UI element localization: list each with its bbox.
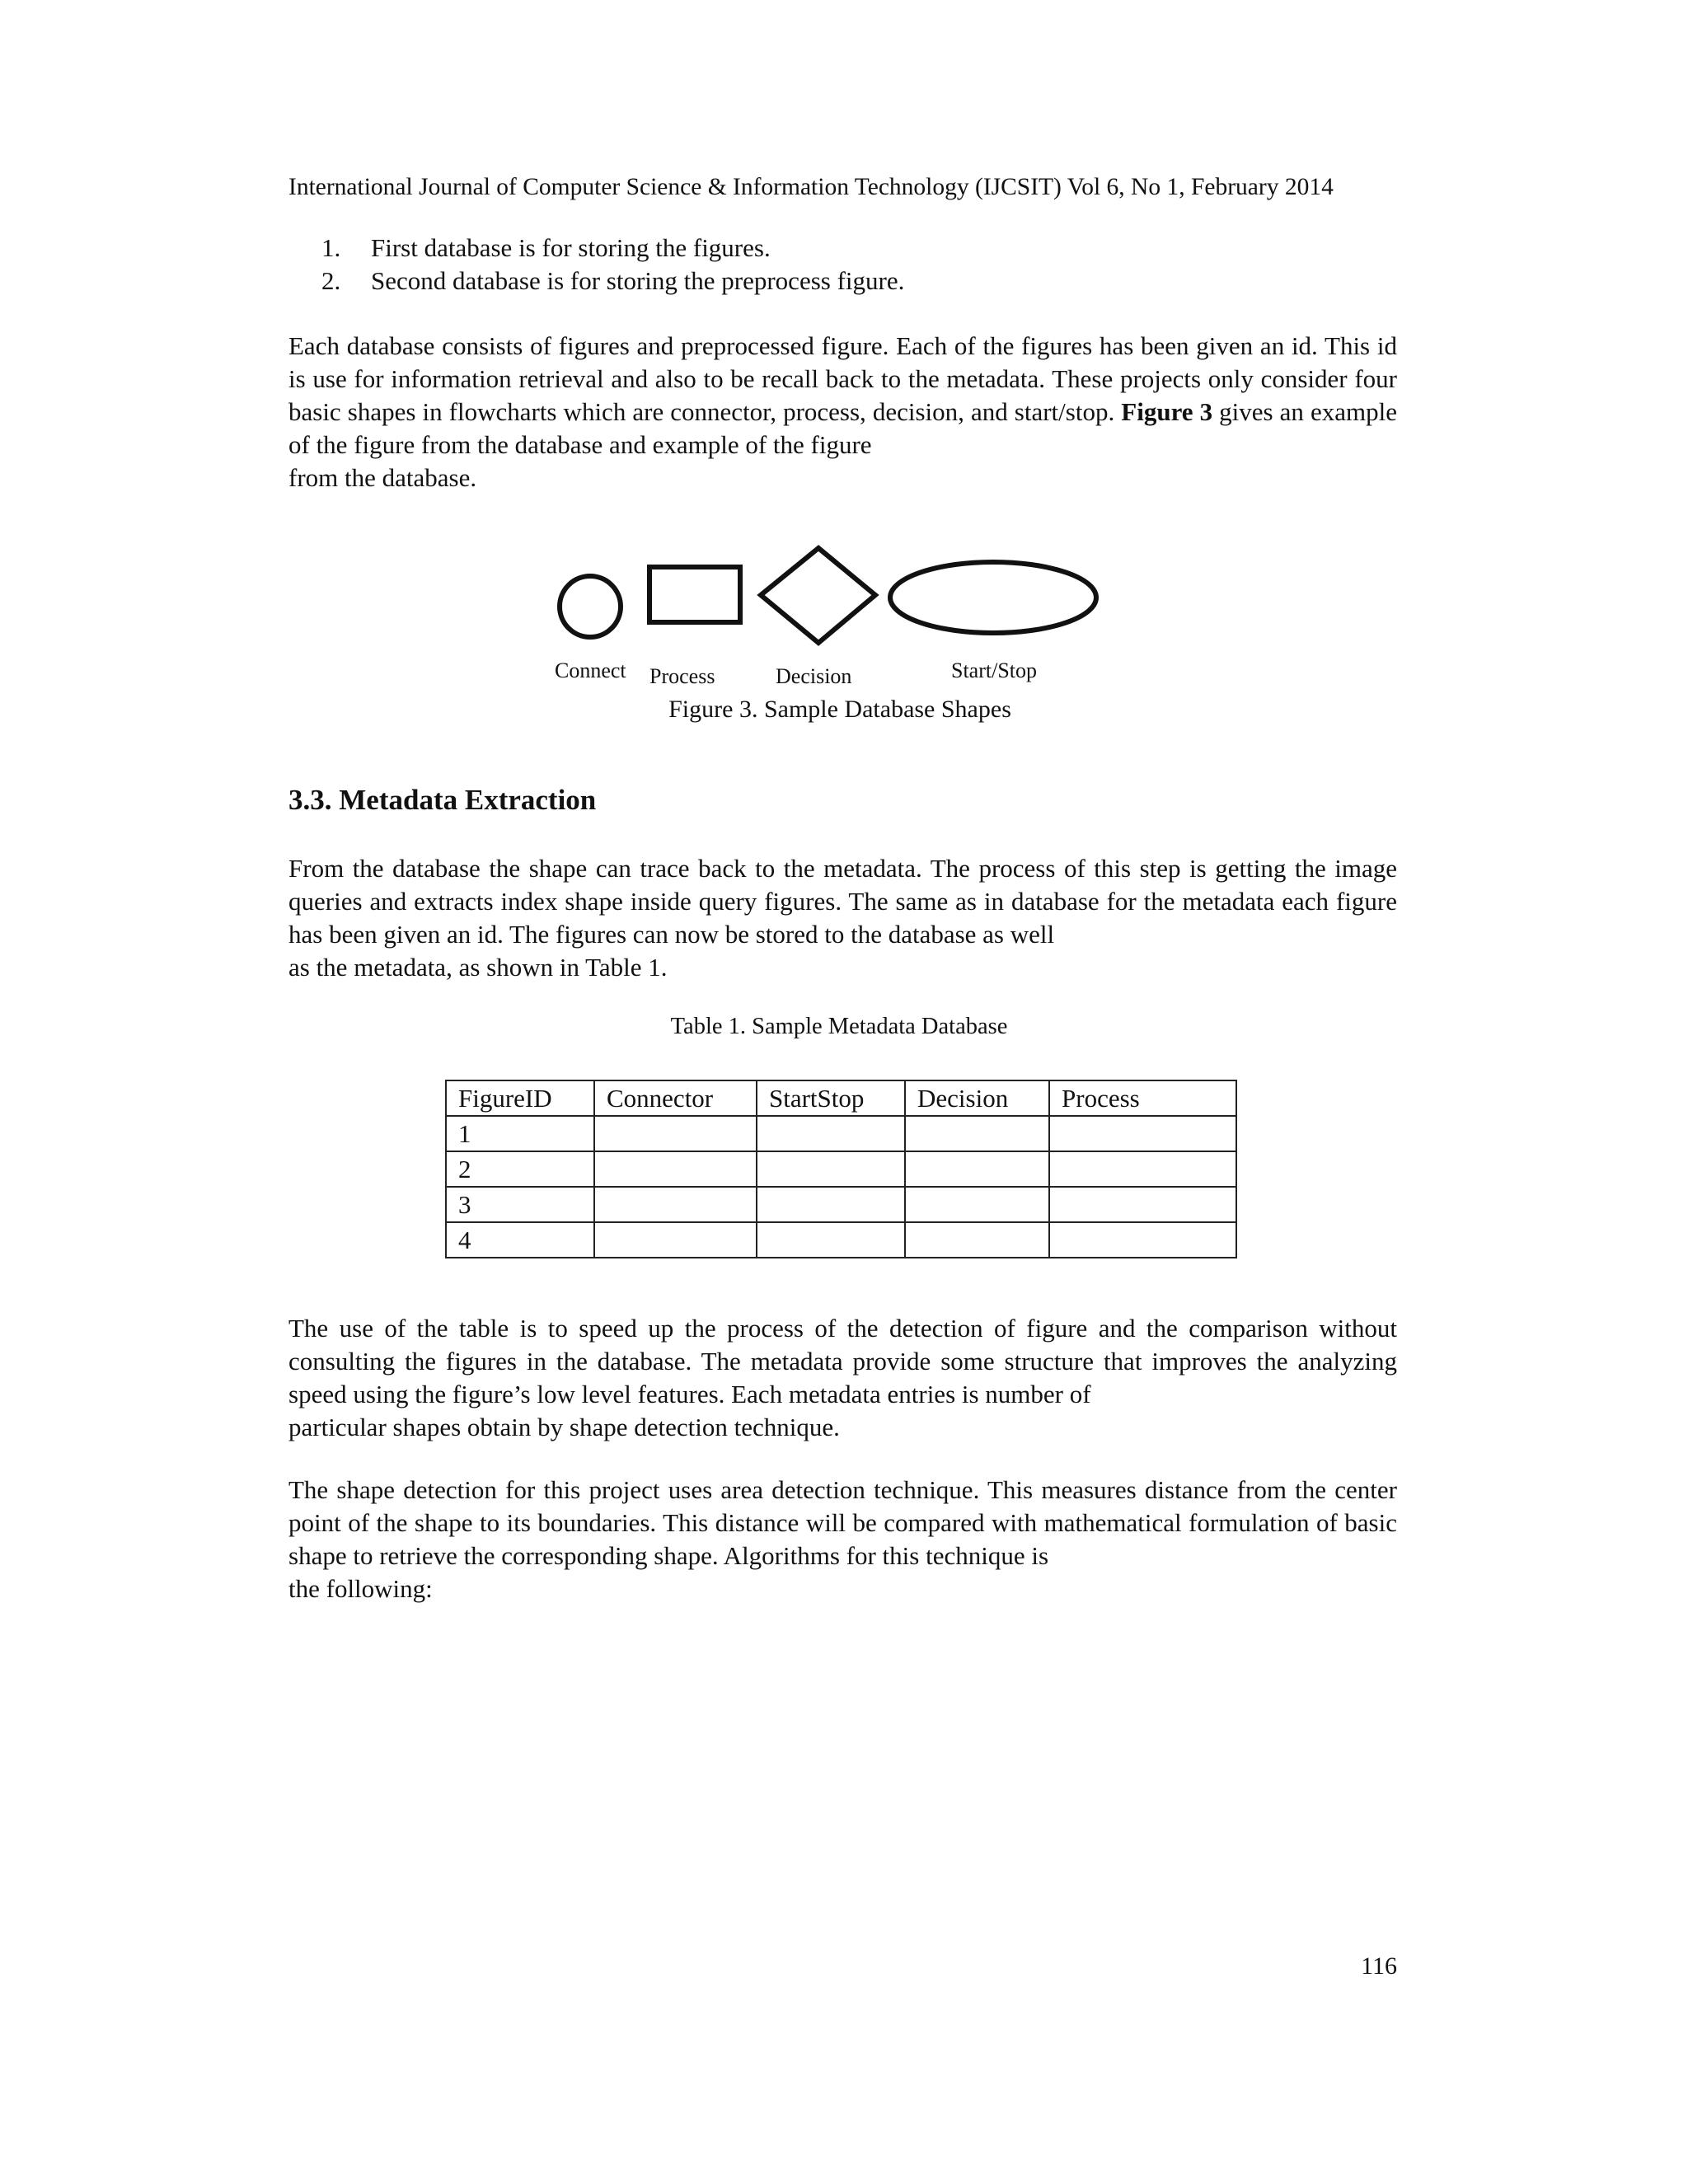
paragraph-last-line: from the database.	[288, 463, 477, 492]
paragraph-text: gives an example of the figure from the database and example of the figure	[288, 397, 1398, 459]
table-cell	[1049, 1151, 1236, 1187]
paragraph-last-line: as the metadata, as shown in Table 1.	[288, 953, 668, 982]
decision-shape	[761, 548, 875, 643]
database-list	[321, 232, 1393, 298]
startstop-shape	[890, 562, 1096, 633]
table-cell: 2	[446, 1151, 594, 1187]
table-cell	[1049, 1222, 1236, 1258]
table-cell	[757, 1116, 905, 1151]
connect-label: Connect	[555, 658, 626, 682]
paragraph-text: The use of the table is to speed up the process of the detection of figure and the comparison without consulting the figures in the database. The metadata provide some structure that improves the analyzing speed using the figure’s low level features. Each metadata entries is number of	[288, 1314, 1397, 1408]
process-shape	[649, 567, 740, 622]
table-cell	[1049, 1116, 1236, 1151]
column-header: StartStop	[757, 1080, 905, 1116]
table-caption-text: Table 1. Sample Metadata Database	[670, 1014, 1008, 1039]
table-row	[446, 1116, 1236, 1151]
table-cell	[905, 1222, 1049, 1258]
table-row	[446, 1222, 1236, 1258]
table-cell	[594, 1222, 757, 1258]
column-header: Connector	[594, 1080, 757, 1116]
table-cell	[757, 1151, 905, 1187]
section-heading: 3.3. Metadata Extraction	[288, 784, 597, 816]
process-label: Process	[649, 664, 715, 688]
figure-reference: Figure 3	[1121, 397, 1213, 426]
paragraph-text: The shape detection for this project uses area detection technique. This measures distance from the center point of the shape to its boundaries. This distance will be compared with mathematical formulation of basic shape to retrieve the corresponding shape. Algorithms for this technique is	[288, 1475, 1397, 1570]
paragraph-databases	[288, 330, 1397, 494]
list-item-number: 1.	[321, 233, 341, 262]
table-cell	[594, 1151, 757, 1187]
list-item-number: 2.	[321, 266, 341, 295]
paragraph-metadata	[288, 852, 1397, 984]
table-cell: 4	[446, 1222, 594, 1258]
table-cell	[757, 1222, 905, 1258]
paragraph-shape-detection	[288, 1474, 1397, 1605]
table-cell	[905, 1187, 1049, 1222]
table-cell: 3	[446, 1187, 594, 1222]
table-cell	[905, 1151, 1049, 1187]
paragraph-text: Each database consists of figures and preprocessed figure. Each of the figures has been given an id. This id is use for information retrieval and also to be recall back to the metadata. These projects only consider four basic shapes in flowcharts which are connector, process, decision, and start/stop.	[288, 331, 1397, 426]
table-header-row	[446, 1080, 1236, 1116]
table-caption	[0, 1012, 1688, 1042]
list-item	[321, 265, 1393, 298]
table-row	[446, 1187, 1236, 1222]
page-number: 116	[1361, 1952, 1397, 1980]
table-cell	[594, 1187, 757, 1222]
column-header: FigureID	[446, 1080, 594, 1116]
figure-caption	[0, 695, 1688, 724]
table-cell	[905, 1116, 1049, 1151]
paragraph-last-line: particular shapes obtain by shape detection technique.	[288, 1413, 840, 1441]
column-header: Decision	[905, 1080, 1049, 1116]
paragraph-last-line: the following:	[288, 1574, 433, 1603]
paragraph-text: From the database the shape can trace back to the metadata. The process of this step is getting the image queries and extracts index shape inside query figures. The same as in database for the metadata each figure has been given an id. The figures can now be stored to the database as well	[288, 854, 1397, 949]
startstop-label: Start/Stop	[951, 658, 1038, 682]
column-header: Process	[1049, 1080, 1236, 1116]
decision-label: Decision	[776, 664, 852, 688]
list-item-text: Second database is for storing the preprocess figure.	[371, 266, 905, 295]
table-cell	[1049, 1187, 1236, 1222]
table-cell	[757, 1187, 905, 1222]
paragraph-table-use	[288, 1312, 1397, 1444]
table-cell: 1	[446, 1116, 594, 1151]
list-item-text: First database is for storing the figures.	[371, 233, 771, 262]
table-row	[446, 1151, 1236, 1187]
table-cell	[594, 1116, 757, 1151]
metadata-table	[445, 1080, 1237, 1258]
list-item	[321, 232, 1393, 265]
figure-caption-text: Figure 3. Sample Database Shapes	[668, 696, 1011, 723]
running-header: International Journal of Computer Science & Information Technology (IJCSIT) Vol 6, No 1, February 2014	[288, 174, 1334, 200]
connector-shape	[560, 576, 621, 637]
